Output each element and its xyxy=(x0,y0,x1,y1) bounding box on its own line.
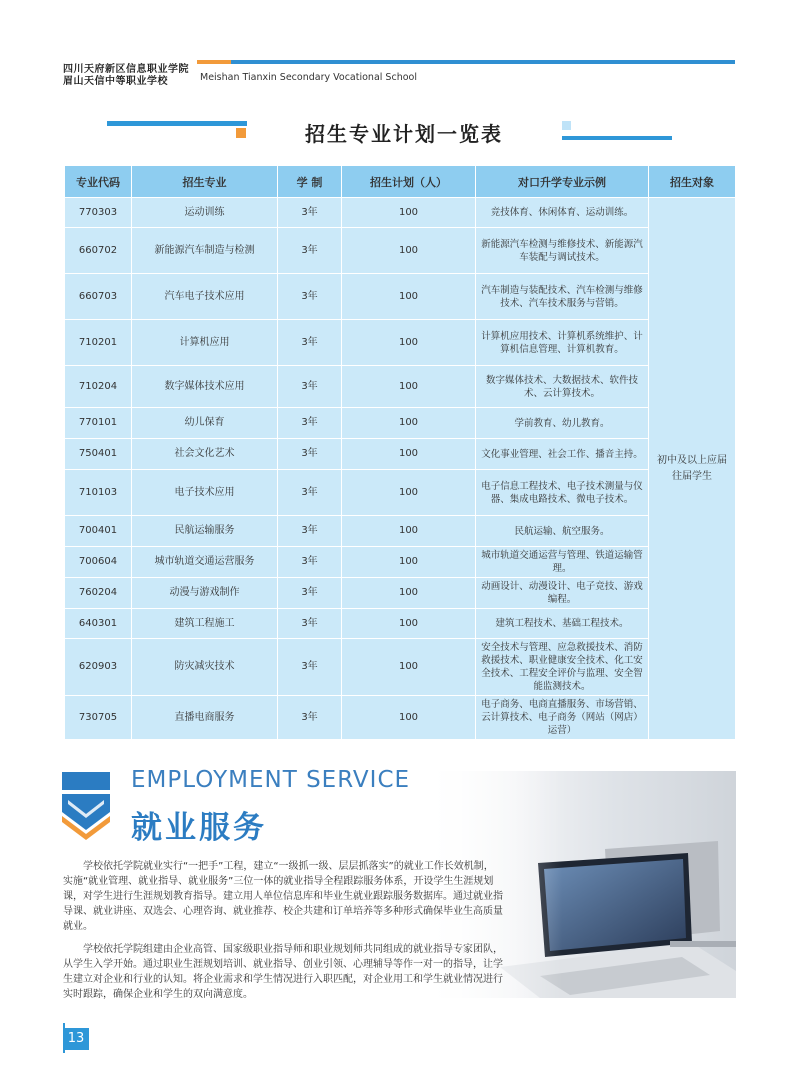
header-accent-blue xyxy=(231,60,735,64)
cell-code: 640301 xyxy=(65,609,132,639)
header-accent-bar xyxy=(197,60,735,72)
employment-paragraph-2: 学校依托学院组建由企业高管、国家级职业指导师和职业规划师共同组成的就业指导专家团队，从学生入学开始。通过职业生涯规划培训、就业指导、创业引领、心理辅导等作一对一的指导，让学生建立对企业和行业的认知。将企业需求和学生情况进行入职匹配，对企业用工和学生就业情况进行实时跟踪，确保企业和学生的双向满意度。 xyxy=(63,944,503,1000)
cell-example: 学前教育、幼儿教育。 xyxy=(476,408,649,439)
cell-major: 建筑工程施工 xyxy=(132,609,278,639)
page-number: 13 xyxy=(63,1028,89,1050)
school-name-en: Meishan Tianxin Secondary Vocational School xyxy=(200,72,417,83)
cell-example: 数字媒体技术、大数据技术、软件技术、云计算技术。 xyxy=(476,366,649,408)
page-title: 招生专业计划一览表 xyxy=(305,122,503,146)
cell-plan: 100 xyxy=(342,609,476,639)
cell-code: 770303 xyxy=(65,198,132,228)
cell-plan: 100 xyxy=(342,198,476,228)
cell-major: 运动训练 xyxy=(132,198,278,228)
cell-years: 3年 xyxy=(278,408,342,439)
cell-years: 3年 xyxy=(278,516,342,547)
table-row xyxy=(65,408,736,439)
cell-major: 幼儿保育 xyxy=(132,408,278,439)
cell-years: 3年 xyxy=(278,609,342,639)
header-example: 对口升学专业示例 xyxy=(476,166,649,198)
cell-years: 3年 xyxy=(278,578,342,609)
cell-years: 3年 xyxy=(278,198,342,228)
cell-plan: 100 xyxy=(342,547,476,578)
cell-major: 汽车电子技术应用 xyxy=(132,274,278,320)
employment-title-cn: 就业服务 xyxy=(131,810,267,846)
target-text: 初中及以上应届往届学生 xyxy=(657,454,727,482)
table-row xyxy=(65,366,736,408)
cell-years: 3年 xyxy=(278,696,342,740)
cell-code: 730705 xyxy=(65,696,132,740)
cell-example: 电子商务、电商直播服务、市场营销、云计算技术、电子商务（网站（网店）运营） xyxy=(476,696,649,740)
table-row xyxy=(65,198,736,228)
title-decoration-left-bar xyxy=(107,121,247,126)
cell-years: 3年 xyxy=(278,320,342,366)
cell-major: 数字媒体技术应用 xyxy=(132,366,278,408)
cell-code: 660703 xyxy=(65,274,132,320)
table-row xyxy=(65,228,736,274)
table-row xyxy=(65,639,736,696)
cell-years: 3年 xyxy=(278,547,342,578)
cell-plan: 100 xyxy=(342,439,476,470)
employment-paragraph-1: 学校依托学院就业实行“一把手”工程，建立“一级抓一级、层层抓落实”的就业工作长效机制，实施“就业管理、就业指导、就业服务”三位一体的就业指导全程跟踪服务体系，开设学生生涯规划课，对学生进行生涯规划教育指导。建立用人单位信息库和毕业生就业跟踪服务数据库。通过就业指导课、就业讲座、双选会、心理咨询、就业推荐、校企共建和订单培养等多种形式确保毕业生高质量就业。 xyxy=(63,861,503,932)
cell-years: 3年 xyxy=(278,366,342,408)
cell-example: 竞技体育、休闲体育、运动训练。 xyxy=(476,198,649,228)
cell-code: 710103 xyxy=(65,470,132,516)
cell-years: 3年 xyxy=(278,439,342,470)
school-name-cn-line1: 四川天府新区信息职业学院 xyxy=(63,64,189,75)
cell-major: 动漫与游戏制作 xyxy=(132,578,278,609)
table-row xyxy=(65,320,736,366)
table-row xyxy=(65,578,736,609)
school-name-cn-line2: 眉山天信中等职业学校 xyxy=(63,76,168,87)
title-decoration-orange-square xyxy=(236,128,246,138)
cell-major: 电子技术应用 xyxy=(132,470,278,516)
cell-example: 安全技术与管理、应急救援技术、消防救援技术、职业健康安全技术、化工安全技术、工程安全评价与监理、安全智能监测技术。 xyxy=(476,639,649,696)
cell-code: 710204 xyxy=(65,366,132,408)
cell-code: 760204 xyxy=(65,578,132,609)
table-row xyxy=(65,470,736,516)
cell-code: 770101 xyxy=(65,408,132,439)
cell-target xyxy=(649,198,736,740)
cell-example: 计算机应用技术、计算机系统维护、计算机信息管理、计算机教育。 xyxy=(476,320,649,366)
cell-years: 3年 xyxy=(278,639,342,696)
cell-major: 直播电商服务 xyxy=(132,696,278,740)
header-accent-orange xyxy=(197,60,231,64)
cell-major: 新能源汽车制造与检测 xyxy=(132,228,278,274)
cell-plan: 100 xyxy=(342,274,476,320)
cell-code: 710201 xyxy=(65,320,132,366)
cell-example: 动画设计、动漫设计、电子竞技、游戏编程。 xyxy=(476,578,649,609)
table-header-row xyxy=(65,166,736,198)
cell-example: 城市轨道交通运营与管理、铁道运输管理。 xyxy=(476,547,649,578)
cell-major: 防灾减灾技术 xyxy=(132,639,278,696)
cell-example: 电子信息工程技术、电子技术测量与仪器、集成电路技术、微电子技术。 xyxy=(476,470,649,516)
table-row xyxy=(65,439,736,470)
header-code: 专业代码 xyxy=(65,166,132,198)
cell-plan: 100 xyxy=(342,408,476,439)
cell-example: 建筑工程技术、基础工程技术。 xyxy=(476,609,649,639)
header-major: 招生专业 xyxy=(132,166,278,198)
cell-major: 民航运输服务 xyxy=(132,516,278,547)
cell-years: 3年 xyxy=(278,228,342,274)
table-row xyxy=(65,274,736,320)
table-row xyxy=(65,696,736,740)
employment-title-en: EMPLOYMENT SERVICE xyxy=(131,767,411,793)
table-row xyxy=(65,547,736,578)
cell-plan: 100 xyxy=(342,228,476,274)
chevron-shield-icon xyxy=(62,772,110,848)
title-decoration-right-bar xyxy=(562,136,672,140)
cell-plan: 100 xyxy=(342,470,476,516)
table-row xyxy=(65,609,736,639)
cell-example: 文化事业管理、社会工作、播音主持。 xyxy=(476,439,649,470)
enrollment-plan-table xyxy=(64,165,736,740)
cell-plan: 100 xyxy=(342,578,476,609)
cell-example: 民航运输、航空服务。 xyxy=(476,516,649,547)
cell-code: 700604 xyxy=(65,547,132,578)
cell-major: 计算机应用 xyxy=(132,320,278,366)
cell-code: 620903 xyxy=(65,639,132,696)
cell-major: 社会文化艺术 xyxy=(132,439,278,470)
title-decoration-blue-square xyxy=(562,121,571,130)
header-target: 招生对象 xyxy=(649,166,736,198)
cell-plan: 100 xyxy=(342,516,476,547)
header-plan: 招生计划（人） xyxy=(342,166,476,198)
cell-example: 新能源汽车检测与维修技术、新能源汽车装配与调试技术。 xyxy=(476,228,649,274)
table-row xyxy=(65,516,736,547)
cell-years: 3年 xyxy=(278,470,342,516)
cell-plan: 100 xyxy=(342,320,476,366)
cell-plan: 100 xyxy=(342,639,476,696)
cell-code: 700401 xyxy=(65,516,132,547)
cell-plan: 100 xyxy=(342,696,476,740)
header-years: 学 制 xyxy=(278,166,342,198)
cell-major: 城市轨道交通运营服务 xyxy=(132,547,278,578)
cell-code: 750401 xyxy=(65,439,132,470)
cell-example: 汽车制造与装配技术、汽车检测与维修技术、汽车技术服务与营销。 xyxy=(476,274,649,320)
cell-code: 660702 xyxy=(65,228,132,274)
cell-years: 3年 xyxy=(278,274,342,320)
cell-plan: 100 xyxy=(342,366,476,408)
